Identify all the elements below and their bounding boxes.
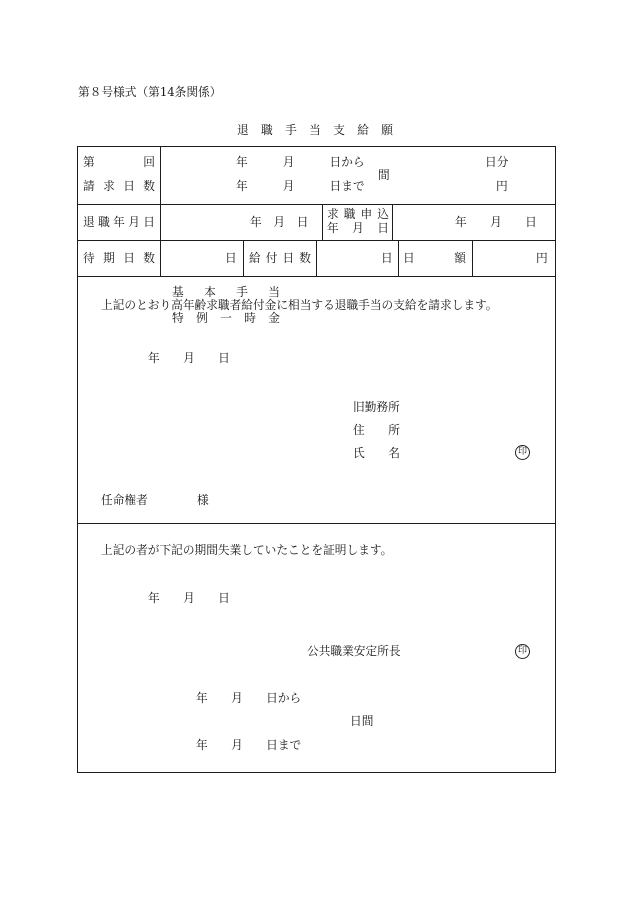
claim-amount-unit: 円 — [496, 179, 508, 193]
daily-amount-unit: 円 — [536, 251, 548, 265]
benefit-option-special: 特例一時金 — [172, 311, 280, 325]
claim-days-label: 請求日数 — [83, 179, 155, 193]
benefit-days-label: 給付日数 — [249, 251, 311, 265]
label-column-divider — [160, 146, 161, 276]
unemployment-period-days: 日間 — [350, 714, 374, 728]
table-column-divider — [472, 240, 473, 276]
waiting-days-label: 待期日数 — [83, 251, 155, 265]
name-label: 氏名 — [353, 446, 400, 460]
job-application-label: 求職申込 — [327, 207, 389, 221]
benefit-option-basic: 基本手当 — [172, 285, 280, 299]
claim-days-unit: 日分 — [485, 155, 509, 169]
table-column-divider — [322, 204, 323, 240]
job-application-date-field: 年 月 日 — [455, 215, 537, 229]
job-application-label-date: 年月日 — [327, 221, 389, 235]
certification-statement: 上記の者が下記の期間失業していたことを証明します。 — [101, 543, 393, 557]
request-date-field: 年 月 日 — [148, 351, 230, 365]
claim-period-suffix: 間 — [378, 168, 390, 182]
form-title: 退職手当支給願 — [237, 123, 393, 137]
daily-amount-label: 日額 — [403, 251, 466, 265]
unemployment-period-to: 年 月 日まで — [196, 738, 302, 752]
table-column-divider — [392, 204, 393, 240]
retirement-date-field: 年 月 日 — [250, 215, 309, 229]
unemployment-period-from: 年 月 日から — [196, 691, 302, 705]
address-label: 住所 — [353, 423, 400, 437]
table-column-divider — [316, 240, 317, 276]
certification-date-field: 年 月 日 — [148, 591, 230, 605]
table-row-divider — [77, 276, 556, 277]
table-row-divider — [77, 204, 556, 205]
certifier-label: 公共職業安定所長 — [307, 644, 401, 658]
retirement-date-label: 退職年月日 — [83, 215, 155, 229]
table-column-divider — [398, 240, 399, 276]
former-workplace-label: 旧勤務所 — [353, 400, 400, 414]
claim-period-from: 年 月 日から — [236, 155, 365, 169]
waiting-days-unit: 日 — [225, 251, 237, 265]
request-statement: 上記のとおり高年齢求職者給付金に相当する退職手当の支給を請求します。 — [101, 298, 498, 312]
seal-mark-icon: 印 — [515, 445, 530, 460]
seal-mark-icon: 印 — [515, 644, 530, 659]
benefit-days-unit: 日 — [381, 251, 393, 265]
claim-period-to: 年 月 日まで — [236, 179, 365, 193]
claim-count-label: 第 回 — [83, 155, 155, 169]
table-column-divider — [243, 240, 244, 276]
section-divider — [77, 523, 556, 524]
addressee-honorific: 様 — [197, 493, 209, 507]
form-number: 第８号様式（第14条関係） — [78, 85, 222, 99]
addressee-label: 任命権者 — [101, 493, 148, 507]
